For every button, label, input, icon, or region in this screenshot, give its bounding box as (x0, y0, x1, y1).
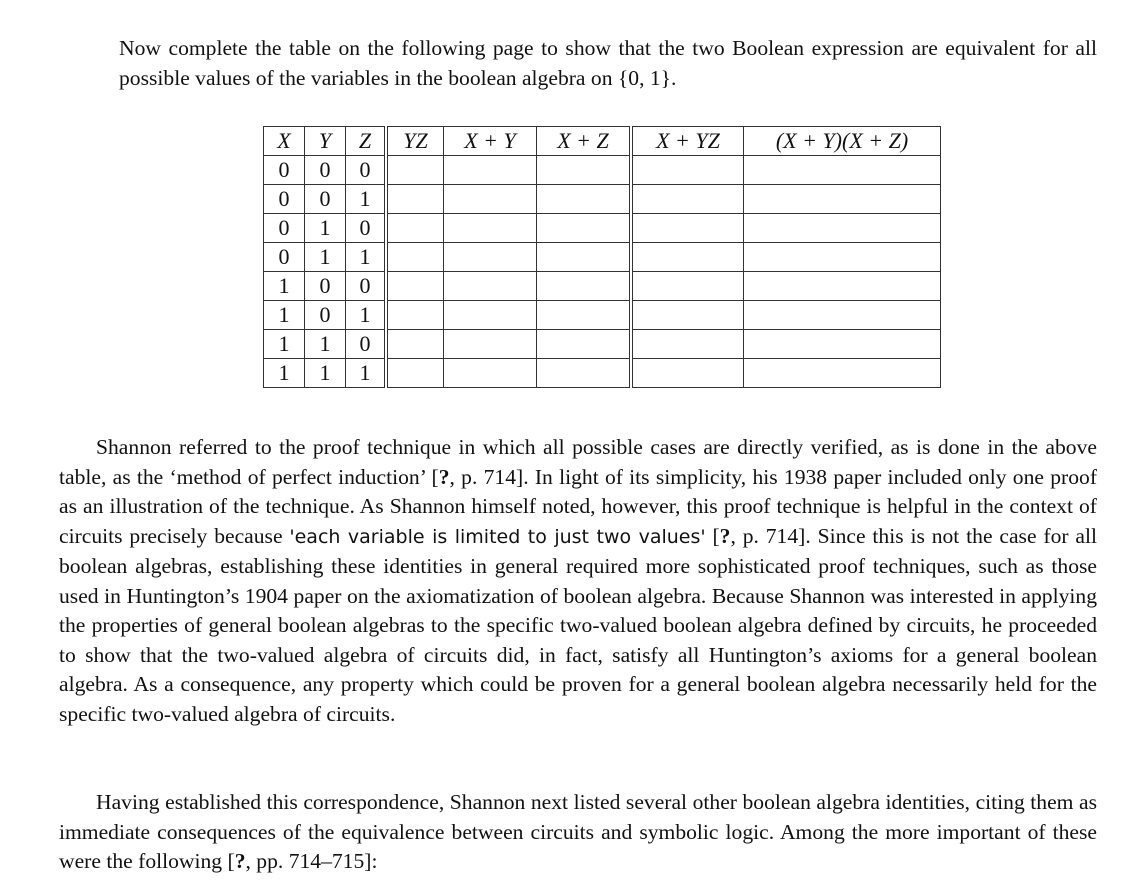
header-z: Z (346, 127, 387, 156)
table-cell-empty (631, 359, 744, 388)
table-cell-value: 1 (264, 272, 305, 301)
p1-text-d: , p. 714]. Since this is not the case for all boolean algebras, establishing these identities in general required more sophisticated proof techniques, such as those used in Huntington’s 1904 paper on the axiomatization of boolean algebra. Because Shannon was interested in applying the properties of general boolean algebras to the specific two-valued boolean algebra defined by circuits, he proceeded to show that the two-valued algebra of circuits did, in fact, satisfy all Huntington’s axioms for a general boolean algebra. As a consequence, any property which could be proven for a general boolean algebra necessarily held for the specific two-valued algebra of circuits. (59, 523, 1097, 726)
table-cell-value: 0 (305, 185, 346, 214)
table-cell-value: 1 (346, 359, 387, 388)
table-cell-empty (744, 243, 941, 272)
table-cell-empty (386, 214, 444, 243)
truth-table (263, 126, 941, 388)
table-cell-empty (537, 185, 632, 214)
table-cell-empty (631, 185, 744, 214)
table-cell-value: 1 (305, 359, 346, 388)
header-product: (X + Y)(X + Z) (744, 127, 941, 156)
table-row (264, 185, 941, 214)
table-cell-empty (631, 272, 744, 301)
table-cell-empty (631, 156, 744, 185)
table-cell-empty (744, 185, 941, 214)
table-cell-empty (386, 359, 444, 388)
table-cell-value: 1 (346, 301, 387, 330)
table-row (264, 214, 941, 243)
table-cell-empty (444, 301, 537, 330)
table-cell-value: 1 (264, 330, 305, 359)
table-cell-value: 0 (346, 272, 387, 301)
table-cell-value: 0 (346, 156, 387, 185)
table-cell-value: 0 (305, 156, 346, 185)
table-cell-empty (386, 156, 444, 185)
table-row (264, 359, 941, 388)
table-cell-value: 0 (264, 156, 305, 185)
table-cell-empty (444, 185, 537, 214)
table-cell-empty (444, 156, 537, 185)
table-cell-value: 0 (305, 301, 346, 330)
header-y: Y (305, 127, 346, 156)
table-cell-empty (744, 272, 941, 301)
table-cell-empty (631, 214, 744, 243)
table-cell-empty (537, 272, 632, 301)
header-x: X (264, 127, 305, 156)
paragraph-identities (59, 788, 1097, 877)
table-cell-value: 0 (264, 214, 305, 243)
table-cell-value: 0 (305, 272, 346, 301)
table-cell-empty (386, 185, 444, 214)
table-cell-empty (444, 243, 537, 272)
intro-set: {0, 1} (617, 65, 672, 90)
table-cell-empty (537, 214, 632, 243)
table-cell-value: 0 (264, 185, 305, 214)
table-cell-empty (386, 330, 444, 359)
table-cell-empty (444, 272, 537, 301)
table-cell-empty (631, 330, 744, 359)
table-cell-empty (444, 330, 537, 359)
header-x-plus-z: X + Z (537, 127, 632, 156)
table-cell-empty (386, 301, 444, 330)
table-header-row (264, 127, 941, 156)
table-cell-empty (744, 214, 941, 243)
intro-paragraph (119, 34, 1097, 93)
table-cell-value: 1 (305, 243, 346, 272)
table-cell-empty (631, 301, 744, 330)
table-cell-empty (744, 156, 941, 185)
table-cell-value: 1 (346, 243, 387, 272)
p2-text-b: , pp. 714–715]: (245, 849, 378, 873)
table-cell-value: 0 (346, 214, 387, 243)
shannon-quote: 'each variable is limited to just two values' (289, 525, 706, 548)
table-cell-value: 1 (305, 214, 346, 243)
p2-text-a: Having established this correspondence, Shannon next listed several other boolean algebra identities, citing them as immediate consequences of the equivalence between circuits and symbolic logic. Among the more important of these were the following [ (59, 790, 1097, 873)
header-x-plus-y: X + Y (444, 127, 537, 156)
table-cell-empty (631, 243, 744, 272)
table-body (264, 156, 941, 388)
table-cell-empty (444, 359, 537, 388)
citation-marker: ? (438, 464, 450, 489)
table-row (264, 301, 941, 330)
table-cell-empty (537, 330, 632, 359)
p1-text-c: [ (705, 523, 720, 548)
table-cell-value: 1 (264, 301, 305, 330)
table-row (264, 156, 941, 185)
citation-marker: ? (234, 849, 246, 873)
table-cell-empty (537, 243, 632, 272)
table-cell-value: 1 (346, 185, 387, 214)
intro-end: . (671, 65, 677, 90)
table-row (264, 330, 941, 359)
table-cell-value: 1 (305, 330, 346, 359)
intro-text: Now complete the table on the following page to show that the two Boolean expression are equivalent for all possible values of the variables in the boolean algebra on (119, 36, 1097, 90)
header-x-plus-yz: X + YZ (631, 127, 744, 156)
table-cell-empty (444, 214, 537, 243)
citation-marker: ? (719, 523, 731, 548)
table-cell-empty (386, 243, 444, 272)
table-cell-empty (537, 359, 632, 388)
header-yz: YZ (386, 127, 444, 156)
table-row (264, 243, 941, 272)
table-cell-value: 0 (346, 330, 387, 359)
p1-text-b: , p. 714]. In light of its simplicity, his 1938 paper included only one proof as an illustration of the technique. As Shannon himself noted, however, this proof technique is helpful in the context of circuits precisely because (59, 464, 1098, 548)
table-cell-empty (537, 301, 632, 330)
table-cell-value: 1 (264, 359, 305, 388)
paragraph-perfect-induction (59, 433, 1097, 729)
table-cell-value: 0 (264, 243, 305, 272)
table-row (264, 272, 941, 301)
p1-text-a: Shannon referred to the proof technique in which all possible cases are directly verified, as is done in the above table, as the ‘method of perfect induction’ [ (59, 435, 1097, 489)
table-cell-empty (386, 272, 444, 301)
table-cell-empty (537, 156, 632, 185)
table-cell-empty (744, 359, 941, 388)
table-cell-empty (744, 330, 941, 359)
table-cell-empty (744, 301, 941, 330)
